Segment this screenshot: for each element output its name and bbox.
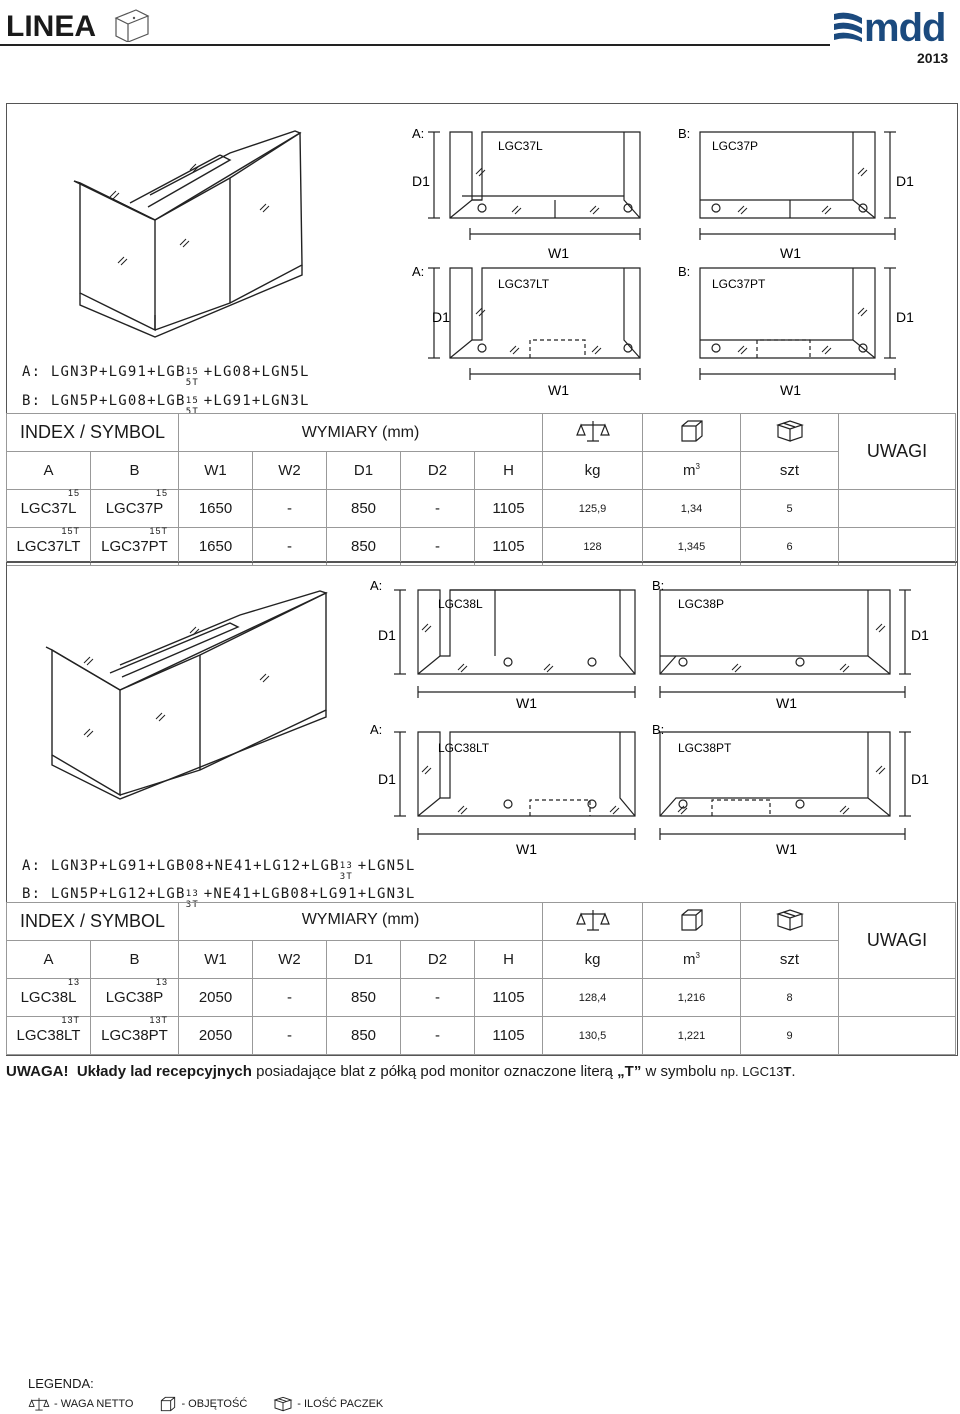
- label-b: B:: [678, 126, 691, 141]
- text-fragment: [775, 419, 805, 443]
- col-a: A: [7, 941, 91, 979]
- text-fragment: T: [783, 1064, 792, 1079]
- dim-d1: D1: [896, 173, 914, 189]
- text-fragment: [575, 419, 611, 443]
- table-cell: [839, 979, 956, 1017]
- config-b-line: [22, 886, 416, 910]
- box-volume-icon: [643, 903, 741, 941]
- text-fragment: m: [683, 462, 696, 479]
- table-cell: 128: [543, 528, 643, 566]
- text-fragment: 3T: [185, 900, 199, 910]
- label-a: A:: [370, 722, 383, 737]
- label-b: B:: [652, 722, 665, 737]
- table-cell: 1,34: [643, 490, 741, 528]
- desk-outline-icon: [112, 6, 152, 42]
- scale-icon: [28, 1396, 50, 1412]
- lgc38-isometric-drawing: [40, 585, 340, 800]
- legend-packages: - ILOŚĆ PACZEK: [297, 1398, 384, 1410]
- text-fragment: 15: [67, 488, 80, 498]
- table-cell: 8: [741, 979, 839, 1017]
- dim-w1: W1: [516, 841, 537, 857]
- col-w1: W1: [179, 941, 253, 979]
- dim-d1: D1: [911, 771, 929, 787]
- text-fragment: 5T: [185, 407, 199, 417]
- text-fragment: B: LGN5P+LG08+LGB: [22, 393, 186, 409]
- table-cell: [7, 1017, 91, 1055]
- spec-table-lgc38: [6, 902, 956, 1055]
- dim-w1: W1: [548, 382, 569, 398]
- page-title: LINEA: [6, 10, 96, 43]
- text-fragment: 13: [155, 977, 168, 987]
- text-fragment: [679, 908, 705, 932]
- table-row: [7, 979, 956, 1017]
- dim-w1: W1: [780, 245, 801, 261]
- diagram-label: LGC38PT: [678, 741, 732, 755]
- table-row: [7, 1017, 956, 1055]
- text-fragment: A: LGN3P+LG91+LGB: [22, 364, 186, 380]
- col-a: A: [7, 452, 91, 490]
- text-fragment: .: [791, 1063, 796, 1080]
- col-b: B: [91, 452, 179, 490]
- table-cell: -: [253, 1017, 327, 1055]
- dim-w1: W1: [516, 695, 537, 711]
- diagram-label: LGC38P: [678, 597, 725, 611]
- diagram-label: LGC37LT: [498, 277, 550, 291]
- text-fragment: LGC38P: [105, 989, 164, 1006]
- dim-w1: W1: [780, 382, 801, 398]
- wymiary-header: WYMIARY (mm): [179, 414, 543, 452]
- table-cell: [839, 528, 956, 566]
- config-a-line: [22, 858, 416, 882]
- table-cell: -: [253, 490, 327, 528]
- table-cell: 125,9: [543, 490, 643, 528]
- table-cell: -: [401, 979, 475, 1017]
- diagram-label: LGC37PT: [712, 277, 766, 291]
- text-fragment: 13: [67, 977, 80, 987]
- table-cell: -: [253, 528, 327, 566]
- text-fragment: A: LGN3P+LG91+LGB08+NE41+LG12+LGB: [22, 858, 340, 874]
- wymiary-header: WYMIARY (mm): [179, 903, 543, 941]
- table-cell: 130,5: [543, 1017, 643, 1055]
- diagram-label: LGC37P: [712, 139, 759, 153]
- table-row: [7, 528, 956, 566]
- text-fragment: 15: [155, 488, 168, 498]
- lgc37-isometric-drawing: [70, 125, 320, 340]
- text-fragment: [679, 419, 705, 443]
- dim-d1: D1: [896, 309, 914, 325]
- dim-w1: W1: [776, 695, 797, 711]
- table-cell: [839, 1017, 956, 1055]
- text-fragment: „T”: [617, 1063, 642, 1080]
- table-cell: [7, 490, 91, 528]
- package-icon: [741, 414, 839, 452]
- text-fragment: LGC37P: [105, 500, 164, 517]
- text-fragment: 15T: [61, 526, 80, 536]
- uwagi-header: UWAGI: [839, 903, 956, 979]
- legend: [28, 1396, 405, 1412]
- config-a-line: [22, 364, 310, 388]
- text-fragment: B: LGN5P+LG12+LGB: [22, 886, 186, 902]
- table-cell: [91, 1017, 179, 1055]
- text-fragment: LGC38PT: [101, 1027, 168, 1044]
- dim-d1: D1: [378, 627, 396, 643]
- scale-icon: [543, 414, 643, 452]
- table-cell: 850: [327, 1017, 401, 1055]
- col-d2: D2: [401, 452, 475, 490]
- scale-icon: [543, 903, 643, 941]
- table-cell: 1,345: [643, 528, 741, 566]
- table-cell: 2050: [179, 979, 253, 1017]
- table-header-row: [7, 452, 956, 490]
- label-a: A:: [370, 578, 383, 593]
- label-a: A:: [412, 126, 425, 141]
- package-icon: [273, 1396, 293, 1412]
- col-kg: kg: [543, 452, 643, 490]
- brand-logo-text: mdd: [864, 6, 946, 50]
- table-cell: 850: [327, 490, 401, 528]
- text-fragment: posiadające blat z półką pod monitor oznaczone literą: [251, 1063, 618, 1080]
- mdd-logo-icon: [832, 10, 864, 44]
- reception-note: [6, 1063, 796, 1080]
- label-b: B:: [678, 264, 691, 279]
- text-fragment: 13: [339, 861, 353, 871]
- text-fragment: +LG91+LGN3L: [203, 393, 310, 409]
- diagram-label: LGC38LT: [438, 741, 490, 755]
- col-szt: szt: [741, 452, 839, 490]
- label-b: B:: [652, 578, 665, 593]
- text-fragment: 13T: [61, 1015, 80, 1025]
- dim-d1: D1: [378, 771, 396, 787]
- legend-weight: - WAGA NETTO: [54, 1398, 134, 1410]
- dim-w1: W1: [548, 245, 569, 261]
- text-fragment: np. LGC13: [720, 1064, 784, 1079]
- text-fragment: w symbolu: [641, 1063, 721, 1080]
- text-fragment: LGC38L: [20, 989, 77, 1006]
- table-cell: [91, 979, 179, 1017]
- table-cell: -: [401, 1017, 475, 1055]
- text-fragment: [575, 908, 611, 932]
- table-cell: 1105: [475, 528, 543, 566]
- table-cell: [91, 528, 179, 566]
- col-m3: $m^3$: [643, 452, 741, 490]
- legend-volume: - OBJĘTOŚĆ: [181, 1398, 248, 1410]
- package-icon: [741, 903, 839, 941]
- text-fragment: LGC38LT: [16, 1027, 81, 1044]
- catalog-year: 2013: [917, 50, 949, 66]
- table-cell: -: [401, 528, 475, 566]
- table-cell: 1105: [475, 490, 543, 528]
- text-fragment: +NE41+LGB08+LG91+LGN3L: [203, 886, 416, 902]
- table-cell: 5: [741, 490, 839, 528]
- col-w2: W2: [253, 452, 327, 490]
- uwagi-header: UWAGI: [839, 414, 956, 490]
- text-fragment: 15T: [149, 526, 168, 536]
- legend-title: LEGENDA:: [28, 1376, 94, 1391]
- table-row: [7, 490, 956, 528]
- text-fragment: 3T: [339, 872, 353, 882]
- col-h: H: [475, 452, 543, 490]
- table-cell: 850: [327, 979, 401, 1017]
- lgc38-plan-diagrams: [360, 572, 930, 862]
- table-header-row: [7, 414, 956, 452]
- text-fragment: +LG08+LGN5L: [203, 364, 310, 380]
- dim-d1: D1: [412, 173, 430, 189]
- box-volume-icon: [643, 414, 741, 452]
- lgc37-plan-diagrams: [400, 118, 920, 403]
- text-fragment: 15: [185, 367, 199, 377]
- col-d1: D1: [327, 452, 401, 490]
- diagram-label: LGC37L: [498, 139, 543, 153]
- text-fragment: UWAGA!: [6, 1063, 69, 1080]
- dim-d1: D1: [911, 627, 929, 643]
- label-a: A:: [412, 264, 425, 279]
- table-cell: 1105: [475, 979, 543, 1017]
- col-w2: W2: [253, 941, 327, 979]
- text-fragment: m: [683, 951, 696, 968]
- table-header-row: [7, 903, 956, 941]
- text-fragment: 15: [185, 396, 199, 406]
- col-d1: D1: [327, 941, 401, 979]
- index-symbol-header: INDEX / SYMBOL: [7, 414, 179, 452]
- table-cell: 9: [741, 1017, 839, 1055]
- col-h: H: [475, 941, 543, 979]
- text-fragment: 13: [185, 889, 199, 899]
- table-cell: -: [253, 979, 327, 1017]
- text-fragment: 5T: [185, 378, 199, 388]
- box-volume-icon: [159, 1396, 177, 1412]
- col-d2: D2: [401, 941, 475, 979]
- text-fragment: [775, 908, 805, 932]
- config-b-line: [22, 393, 310, 417]
- table-header-row: [7, 941, 956, 979]
- col-kg: kg: [543, 941, 643, 979]
- col-m3: $m^3$: [643, 941, 741, 979]
- index-symbol-header: INDEX / SYMBOL: [7, 903, 179, 941]
- table-cell: 2050: [179, 1017, 253, 1055]
- table-cell: 1650: [179, 490, 253, 528]
- text-fragment: 13T: [149, 1015, 168, 1025]
- table-cell: 6: [741, 528, 839, 566]
- table-cell: [7, 528, 91, 566]
- text-fragment: Układy lad recepcyjnych: [76, 1063, 252, 1080]
- table-cell: [839, 490, 956, 528]
- text-fragment: LGC37LT: [16, 538, 81, 555]
- table-cell: [91, 490, 179, 528]
- table-cell: 1105: [475, 1017, 543, 1055]
- col-w1: W1: [179, 452, 253, 490]
- text-fragment: LGC37L: [20, 500, 77, 517]
- table-cell: 128,4: [543, 979, 643, 1017]
- text-fragment: LGC37PT: [101, 538, 168, 555]
- dim-w1: W1: [776, 841, 797, 857]
- header-rule: [0, 44, 830, 46]
- diagram-label: LGC38L: [438, 597, 483, 611]
- table-cell: [7, 979, 91, 1017]
- table-cell: -: [401, 490, 475, 528]
- table-cell: 1,216: [643, 979, 741, 1017]
- col-b: B: [91, 941, 179, 979]
- table-cell: 1,221: [643, 1017, 741, 1055]
- col-szt: szt: [741, 941, 839, 979]
- table-cell: 1650: [179, 528, 253, 566]
- table-cell: 850: [327, 528, 401, 566]
- spec-table-lgc37: [6, 413, 956, 566]
- dim-d1: D1: [432, 309, 450, 325]
- text-fragment: +LGN5L: [357, 858, 416, 874]
